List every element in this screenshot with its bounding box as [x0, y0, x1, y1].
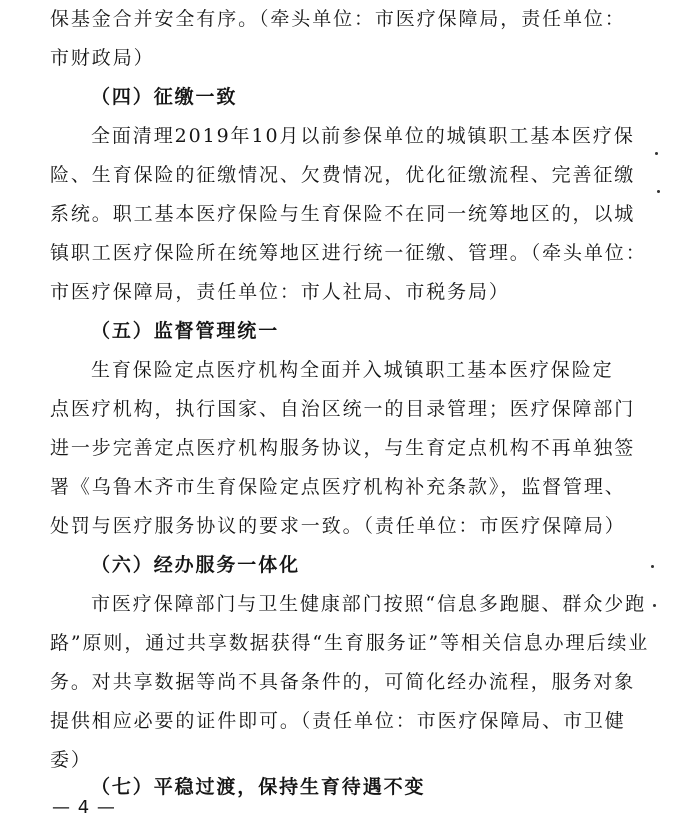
text-line-7: 镇职工医疗保险所在统筹地区进行统一征缴、管理。（牵头单位：	[50, 242, 647, 264]
text-line-16: 市医疗保障部门与卫生健康部门按照“信息多跑腿、群众少跑	[91, 593, 647, 615]
scan-speck	[655, 152, 658, 155]
text-line-8: 市医疗保障局，责任单位：市人社局、市税务局）	[50, 281, 510, 303]
scan-speck	[653, 604, 656, 607]
text-line-1: 保基金合并安全有序。（牵头单位：市医疗保障局，责任单位：	[50, 8, 626, 30]
section-heading-6: （六）经办服务一体化	[91, 554, 301, 576]
text-line-2: 市财政局）	[50, 47, 155, 69]
scan-speck	[651, 565, 654, 568]
section-heading-5: （五）监督管理统一	[91, 320, 280, 342]
text-line-5: 险、生育保险的征缴情况、欠费情况，优化征缴流程、完善征缴	[50, 164, 636, 186]
text-line-20: 委）	[50, 749, 92, 771]
text-line-17: 路”原则，通过共享数据获得“生育服务证”等相关信息办理后续业	[50, 632, 650, 654]
text-line-12: 进一步完善定点医疗机构服务协议，与生育定点机构不再单独签	[50, 437, 636, 459]
section-heading-4: （四）征缴一致	[91, 86, 238, 108]
text-line-14: 处罚与医疗服务协议的要求一致。（责任单位：市医疗保障局）	[50, 515, 626, 537]
text-line-6: 系统。职工基本医疗保险与生育保险不在同一统筹地区的，以城	[50, 203, 636, 225]
text-line-13: 署《乌鲁木齐市生育保险定点医疗机构补充条款》，监督管理、	[50, 476, 626, 498]
scan-speck	[657, 190, 660, 193]
text-line-19: 提供相应必要的证件即可。（责任单位：市医疗保障局、市卫健	[50, 710, 626, 732]
text-line-4: 全面清理2019年10月以前参保单位的城镇职工基本医疗保	[91, 125, 635, 147]
section-heading-7: （七）平稳过渡，保持生育待遇不变	[91, 776, 426, 798]
page-number: — 4 —	[52, 797, 116, 818]
text-line-18: 务。对共享数据等尚不具备条件的，可简化经办流程，服务对象	[50, 671, 636, 693]
text-line-11: 点医疗机构，执行国家、自治区统一的目录管理；医疗保障部门	[50, 398, 636, 420]
text-line-10: 生育保险定点医疗机构全面并入城镇职工基本医疗保险定	[91, 359, 614, 381]
